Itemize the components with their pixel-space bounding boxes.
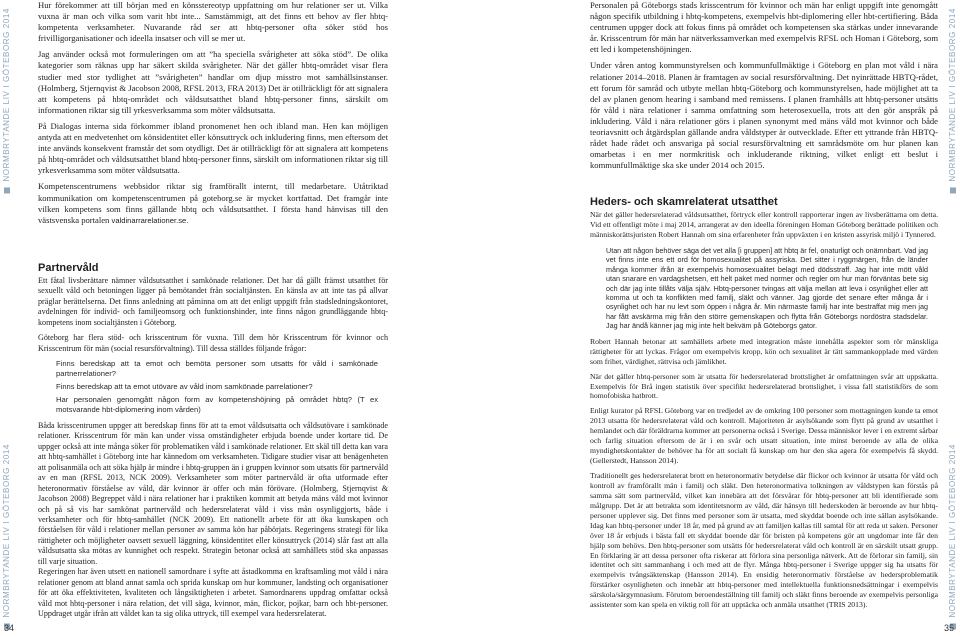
paragraph: Kompetenscentrumens webbsidor riktar sig framförallt internt, till medarbetare. Utåtriktad kommunikation om kompetenscentrumen på goteborg.se är mycket kortfattad. Det framgår inte vilken kompetens som finns gällande hbtq och våldsutsatthet. I första hand hänvisas till den västsvenska portalen valdinarrarelationer.se. <box>38 181 388 225</box>
square-icon <box>950 187 956 193</box>
question-item: Finns beredskap att ta emot utövare av våld inom samkönade parrelationer? <box>56 382 313 392</box>
quote-block: Utan att någon behöver säga det vet alla [i gruppen] att hbtq är fel, onaturligt och onämnbart. Vad jag vet finns inte ens ett ord för homosexualitet på assyriska. Det sitter i ryggmärgen, från de länder många kommer ifrån är exempelvis homosexualitet belagt med dödsstraff. Jag har inte mött våld utan snarare en vardagshetsen, ett helt paket med normer och regler om hur man förväntas bete sig och där jag inte tillåts välja själv. Hbtq-personer tvingas att välja mellan att leva i osynlighet eller att komma ut och ta konflikten med familj, släkt och vänner. Jag gjorde det senare efter många år i osynlighet och har nu levt som öppen i några år. Min närmaste familj har inte bestraffat mig men jag har fått avskärma mig från den större gemenskapen och flytta från Göteborgs nordöstra stadsdelar. Jag har ändå känner jag mig inte helt bekväm på Göteborgs gator. <box>606 245 928 331</box>
page-number-right: 35 <box>944 623 955 633</box>
paragraph: Enligt kurator på RFSL Göteborg var en tredjedel av de omkring 100 personer som mottagningen kunde ta emot 2013 utsatta för hedersrelaterat våld och kontroll. Majoriteten är asylsökande som flytt på grund av utsatthet i hemlandet och där föräldrarna kommer att personerna också i Sverige. Dessa människor lever i en extremt sårbar och farlig situation eftersom de är i en svår och utsatt situation, inte minst beroende av alla de olika myndighetskontakter de behöver ha för att socialt få kunskap om hur den ska agera för exempelvis få skydd. (Gellerstedt, Hansson 2014). <box>590 406 938 466</box>
paragraph: Under våren antog kommunstyrelsen och kommunfullmäktige i Göteborg en plan mot våld i nära relationer 2014–2018. Planen är framtagen av social resursförvaltning. Det nyinrättade HBTQ-rådet, ett forum för samråd och utbyte mellan hbtq-Göteborg och kommunstyrelsen, hade möjlighet att ta del av planen genom hearing i samband med remissens. I planen framhålls att hbtq-personer utsätts för våld i nära relationer i samma omfattning som heterosexuella, trots att den gör anspråk på inkludering. Våld i nära relationer görs i planen synonymt med mäns våld mot kvinnor och både teoriavsnitt och åtgärdsplan gällande andra våldstyper är outvecklade. Efter ett yttrande från HBTQ-rådet hade rådet och ansvariga på social resursförvaltning ett samrådsmöte om hur planen kan omarbetas i en mer normkritisk och inkluderande riktning, vilket enligt ett beslut i kommunfullmäktige ska ske under 2014 och 2015. <box>590 60 938 171</box>
section-heading-heders: Heders- och skamrelaterat utsatthet <box>590 196 778 208</box>
question-item: Har personalen genomgått någon form av kompetenshöjning på området hbtq? (T ex motsvarande hbt-diplomering inom vården) <box>56 395 378 414</box>
paragraph: Ett fåtal livsberättare nämner våldsutsatthet i samkönade relationer. Det har då gällt främst utsatthet för sexuellt våld och betoningen ligger på bemötandet från socialtjänsten. En känsla av att inte tas på allvar präglar berättelserna. Det finns anledning att påminna om att det enligt uppgift från stadsledningskontoret, avdelningen för individ- och familjeomsorg och funktionshinder, inte finns någon grundläggande hbtq-kompetens inom socialtjänsten i Göteborg. <box>38 276 388 327</box>
paragraph: På Dialogas interna sida förkommer ibland pronomenet hen och ibland man. Hen kan möjligen antyda att en medvetenhet om könsidentitet eller könsuttryck och inkludering finns, men eftersom det inte används konsekvent framstår det som otydligt. Det är otillräckligt för att signalera att kompetens på hbtq-området och våldsutsatthet bland hbtq-personer finns, särskilt om informationen riktar sig till yrkesverksamma som möter våldsutsatta. <box>38 120 388 176</box>
paragraph: Regeringen har även utsett en nationell samordnare i syfte att åstadkomma en kraftsamling mot våld i nära relationer genom att bland annat samla och sprida kunskap om hur kommuner, landsting och organisationer för att öka effektiviteten, kvaliteten och långsiktigheten i arbetet. Samordnarens uppdrag omfattar också våld mot hbtq-personer i nära relation, det vill säga, kvinnor, män, flickor, pojkar, barn och hbt-personer. Uppdraget utgår ifrån att våldet kan ta sig olika uttryck, till exempel vara hedersrelaterat. <box>38 567 388 619</box>
running-head-text: NORMBRYTANDE LIV I GÖTEBORG 2014 <box>2 444 11 629</box>
square-icon <box>4 187 10 193</box>
portal-link[interactable]: valdinarrarelationer.se. <box>111 215 189 225</box>
right-column-top <box>590 0 938 176</box>
question-item: Finns beredskap att ta emot och bemöta personer som utsatts för våld i samkönade partnerrelationer? <box>56 359 378 379</box>
right-running-head <box>946 0 960 637</box>
running-head-text: NORMBRYTANDE LIV I GÖTEBORG 2014 <box>948 444 957 629</box>
running-head-text: NORMBRYTANDE LIV I GÖTEBORG 2014 <box>948 8 957 193</box>
paragraph: Göteborg har flera stöd- och krisscentrum för vuxna. Till dem hör Krisscentrum för kvinnor och Krisscentrum för män (social resursförvaltning). Till dessa ställdes följande frågor: <box>38 333 388 353</box>
paragraph: Jag använder också mot formuleringen om att ”ha speciella svårigheter att söka stöd”. De olika kategorier som räknas upp har säkert skilda svårigheter. När det gäller hbtq-området visar flera studier med stor tydlighet att ”svårigheten” handlar om djup misstro mot samhällsinstanser. (Holmberg, Stjernqvist & Jacobson 2008, RFSL 2013, FRA 2013) Det är otillräckligt för att signalera att kompetens på hbtq-området och våldsutsatthet bland hbtq-personer finns, särskilt om informationen riktar sig till yrkesverksamma som möter våldsutsatta. <box>38 49 388 115</box>
section-heading-partnervald: Partnervåld <box>38 262 99 274</box>
page-number-left: 34 <box>4 623 15 633</box>
paragraph: Båda krisscentrumen uppger att beredskap finns för att ta emot våldsutsatta och våldsutövare i samkönade relationer. Krisscentrum för män kan under vissa omständigheter erbjuda boende under kortare tid. De uppger också att inte många söker för problematiken våld i samkönade relationer. Ett skäl till detta kan vara att hbtq-samhället i Göteborg inte har kännedom om verksamheten. Tidigare studier visar att benägenheten att polisanmäla och att söka hjälp är mindre i hbtq-gruppen än i gruppen kvinnor som utsatts för partnervåld av en man (RFSL 2013, NCK 2009). Verksamheter som möter partnervåld är ofta utformade efter heteronormativ förståelse av våld, där kvinnor är offer och män förövare. (Holmberg, Stjernqvist & Jacobson 2008) Begreppet våld i nära relationer har i praktiken kommit att betyda mäns våld mot kvinnor och på så vis har samkönat partnervåld och hedersrelaterat våld i viss mån osynliggjorts, både i verksamheter och för hbtq-samhället (NCK 2009). Ett nationellt arbete för att öka kunskapen och förståelsen för våld i relationer mellan personer av samma kön har påbörjats. Regeringens strategi för lika rättigheter och möjligheter oavsett sexuell läggning, könsidentitet eller könsuttryck (2014) slår fast att alla våldsutsatta ska mötas av kunnighet och respekt. Strategin betonar också att samhällets stöd ska anpassas till varje situation. <box>38 420 388 566</box>
right-column-middle <box>590 210 938 615</box>
left-running-head <box>0 0 14 637</box>
paragraph: Hur förekommer att till början med en könsstereotyp uppfattning om hur relationer ser ut. Vilka vuxna är man och vilka som varit hbt inte... Samstämmigt, att det finns ett behov av fler hbtq-kompetenta verksamheter. Nuvarande råd ser att hbtq-personer ofta söker stöd hos frivilligorganisationer och ideella insatser och vill se mer ut. <box>38 0 388 44</box>
running-head-text: NORMBRYTANDE LIV I GÖTEBORG 2014 <box>2 8 11 193</box>
paragraph: Traditionellt ges hedersrelaterat brott en heteronormativ betydelse där flickor och kvinnor är utsatta för våld och kontroll av framförallt män i familj och släkt. Den heteronormativa tolkningen av våldstypen kan förstås på samma sätt som partnervåld, vilket kan innebära att det försvårar för hbtq-personer att bli identifierade som målgrupp. Det är att betrakta som identitetsnorm av våld, där hänsyn till hederskoden är beroende av hur hbtq-personer upplever sig. Det finns med personer som är utsatta, med skyddat boende och inte sällan asylsökande. Idag kan hbtq-personer under 18 år, med på grund av att familjen kallas till samtal för att reda ut saken. Personer över 18 år erbjuds i bästa fall ett skyddat boende där för bristen på kompetens gör att ungdomar inte får den hjälp som behövs. Den hbtq-personer som utsätts för hedersrelaterat våld och kontroll är en särskilt utsatt grupp. En förklaring är att dessa personer ofta riskerar att förlora sina personliga nätverk. Att de förlorar sin familj, sin identitet och sitt sammanhang i och med att de flyr. Många hbtq-personer i Sverige uppger sig ha utsatts för exempelvis tvångsäktenskap (Hansson 2014). En ensidig heteronormativ förståelse av hedersproblematik förstärker osynligheten och innebär att hbtq-personer med intellektuella funktionsnedsättningar i exempelvis särskola/särgymnasium. Förutom beroendeställning till familj och släkt finns beroende av exempelvis personliga assistenter som kan spela en viktig roll för att upptäcka och anmäla utsatthet (TRIS 2013). <box>590 471 938 610</box>
question-list <box>56 359 378 415</box>
paragraph: När det gäller hbtq-personer som är utsatta för hedersrelaterad brottslighet är omfattningen svår att uppskatta. Exempelvis för Brå ingen statistik över specifikt hedersrelaterad brottslighet, i vissa fall statistikförs de som homofobiska hatbrott. <box>590 371 938 401</box>
paragraph: Robert Hannah betonar att samhällets arbete med integration måste innehålla aspekter som rör mänskliga rättigheter för att lyckas. Frågor om exempelvis kropp, kön och sexualitet är tätt sammankopplade med värden som frihet, värdighet, rättvisa och jämlikhet. <box>590 336 938 366</box>
left-column-bottom <box>38 276 388 625</box>
paragraph: Personalen på Göteborgs stads krisscentrum för kvinnor och män har enligt uppgift inte genomgått någon specifik utbildning i hbtq-kompetens, exempelvis hbt-diplomering eller hbt-certifiering. Båda centrumen uppger dock att fokus finns på området och kompetensen ska stärkas under innevarande år. Krisscentrum för män har nätverkssamverkan med exempelvis RFSL och Homan i Göteborg, som ett led i kompetenshöjningen. <box>590 0 938 55</box>
left-column-top <box>38 0 388 231</box>
paragraph: När det gäller hedersrelaterad våldsutsatthet, förtryck eller kontroll rapporterar ingen av livsberättarna om detta. Vid ett offentligt möte i maj 2014, arrangerat av den ideella föreningen Homan Göteborg berättade politiken och människorättsjuristen Robert Hannah om sina erfarenheter från uppväxten i en kristen assyrisk miljö i Tynnered. <box>590 210 938 239</box>
